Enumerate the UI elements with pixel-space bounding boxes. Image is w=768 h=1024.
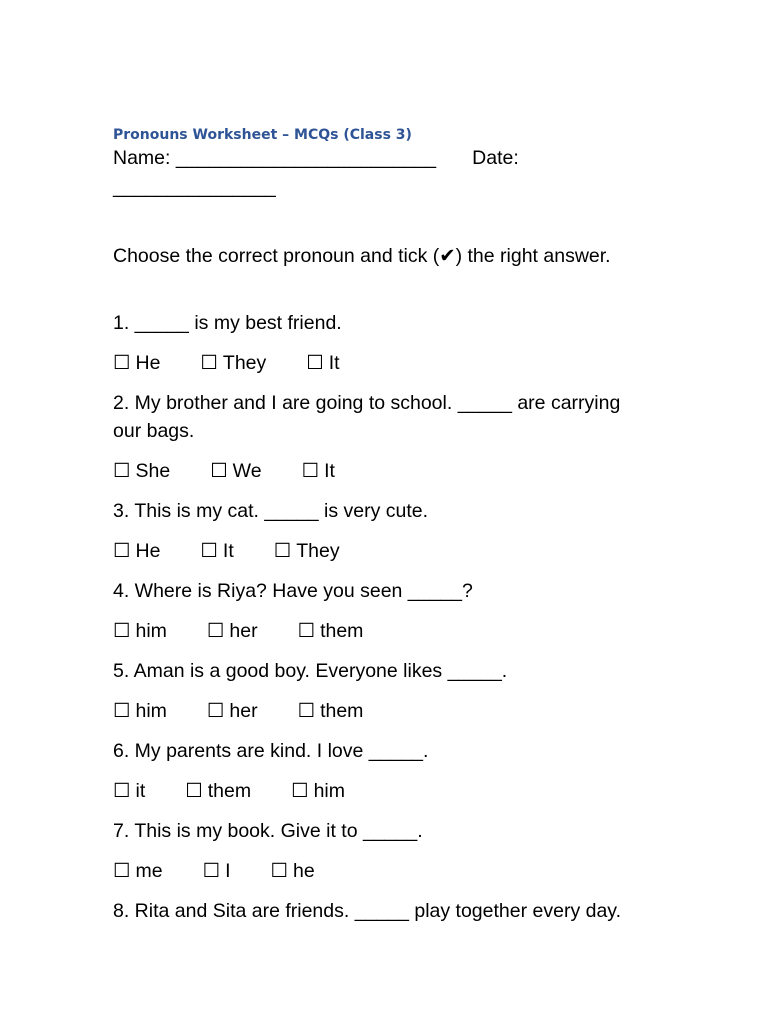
answer-option[interactable] [302, 457, 335, 485]
answer-option[interactable] [200, 349, 266, 377]
checkbox-icon[interactable]: ☐ [113, 460, 131, 482]
answer-option[interactable] [113, 349, 160, 377]
question-list [113, 309, 653, 937]
checkbox-icon[interactable]: ☐ [200, 352, 218, 374]
answer-option-label: her [229, 620, 258, 642]
answer-option-label: He [135, 540, 161, 562]
question-options [113, 457, 653, 485]
answer-option-label: him [135, 620, 167, 642]
answer-option-label: it [135, 780, 146, 802]
checkbox-icon[interactable]: ☐ [291, 780, 309, 802]
question-text: 1. _____ is my best friend. [113, 312, 342, 334]
checkbox-icon[interactable]: ☐ [113, 620, 131, 642]
checkbox-icon[interactable]: ☐ [301, 460, 320, 482]
answer-option[interactable] [185, 777, 251, 805]
answer-option-label: It [222, 540, 234, 562]
answer-option-label: him [135, 700, 167, 722]
question-options [113, 349, 653, 377]
answer-option[interactable] [207, 697, 258, 725]
answer-option-label: He [135, 352, 161, 374]
answer-option[interactable] [113, 697, 167, 725]
answer-option[interactable] [113, 777, 145, 805]
answer-option[interactable] [274, 537, 340, 565]
checkbox-icon[interactable]: ☐ [200, 540, 218, 562]
checkbox-icon[interactable]: ☐ [113, 780, 131, 802]
checkbox-icon[interactable]: ☐ [297, 700, 316, 722]
answer-option-label: them [320, 620, 364, 642]
answer-option[interactable] [210, 457, 261, 485]
question-options [113, 617, 653, 645]
worksheet-page [113, 126, 653, 922]
checkbox-icon[interactable]: ☐ [273, 540, 292, 562]
answer-option[interactable] [113, 457, 170, 485]
answer-option-label: me [135, 860, 163, 882]
checkbox-icon[interactable]: ☐ [297, 620, 316, 642]
checkbox-icon[interactable]: ☐ [113, 540, 131, 562]
question-text: 5. Aman is a good boy. Everyone likes _____. [113, 660, 508, 682]
checkbox-icon[interactable]: ☐ [306, 352, 324, 374]
question-text: 7. This is my book. Give it to _____. [113, 820, 423, 842]
answer-option-label: They [222, 352, 267, 374]
answer-option[interactable] [207, 617, 258, 645]
answer-option-label: them [207, 780, 252, 802]
answer-option-label: It [328, 352, 340, 374]
checkbox-icon[interactable]: ☐ [185, 780, 203, 802]
question-text: 6. My parents are kind. I love _____. [113, 740, 429, 762]
worksheet-title: Pronouns Worksheet – MCQs (Class 3) [113, 127, 412, 143]
question-options [113, 857, 653, 885]
answer-option[interactable] [113, 857, 163, 885]
question-text: 4. Where is Riya? Have you seen _____? [113, 580, 473, 602]
answer-option-label: I [225, 860, 231, 882]
answer-option[interactable] [113, 537, 160, 565]
checkbox-icon[interactable]: ☐ [270, 860, 288, 882]
answer-option-label: him [313, 780, 345, 802]
answer-option[interactable] [270, 857, 314, 885]
answer-option[interactable] [203, 857, 231, 885]
answer-option[interactable] [113, 617, 167, 645]
answer-option[interactable] [291, 777, 345, 805]
answer-option-label: them [320, 700, 364, 722]
answer-option-label: her [229, 700, 258, 722]
answer-option-label: She [135, 460, 171, 482]
checkbox-icon[interactable]: ☐ [113, 860, 131, 882]
answer-option-label: he [292, 860, 315, 882]
question-options [113, 537, 653, 565]
checkbox-icon[interactable]: ☐ [206, 620, 225, 642]
checkbox-icon[interactable]: ☐ [113, 700, 131, 722]
answer-option[interactable] [298, 617, 364, 645]
question-text: 3. This is my cat. _____ is very cute. [113, 500, 429, 522]
answer-option-label: They [296, 540, 340, 562]
checkbox-icon[interactable]: ☐ [206, 700, 225, 722]
answer-option[interactable] [200, 537, 233, 565]
instructions: Choose the correct pronoun and tick (✔) the right answer. [113, 245, 611, 267]
checkbox-icon[interactable]: ☐ [210, 460, 228, 482]
question-options [113, 697, 653, 725]
name-date-line [113, 144, 653, 202]
checkbox-icon[interactable]: ☐ [113, 352, 131, 374]
question-text: 2. My brother and I are going to school. _____ are carrying our bags. [113, 392, 621, 442]
date-field-label: Date: _______________ [113, 147, 519, 198]
answer-option-label: We [232, 460, 262, 482]
answer-option[interactable] [306, 349, 339, 377]
name-field-label: Name: ________________________ [113, 147, 437, 169]
answer-option[interactable] [298, 697, 364, 725]
answer-option-label: It [324, 460, 335, 482]
checkbox-icon[interactable]: ☐ [202, 860, 221, 882]
question-options [113, 777, 653, 805]
question-text: 8. Rita and Sita are friends. _____ play together every day. [113, 900, 622, 922]
